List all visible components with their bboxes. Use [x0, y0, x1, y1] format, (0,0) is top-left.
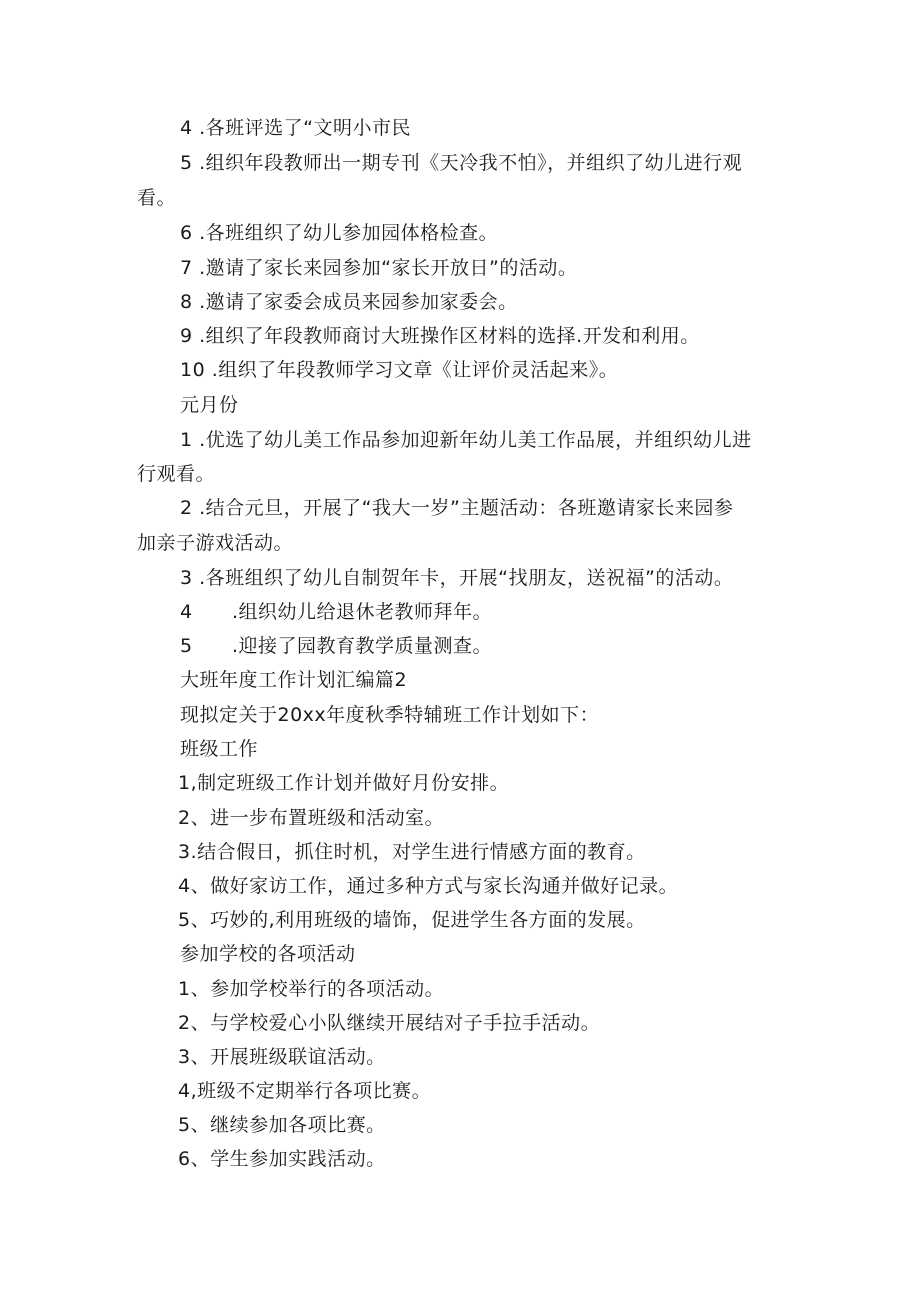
class-work-heading: 班级工作 [180, 738, 259, 760]
list-item: 2、进一步布置班级和活动室。 [178, 807, 445, 829]
list-item: 1,制定班级工作计划并做好月份安排。 [178, 772, 510, 794]
list-item-continuation: 加亲子游戏活动。 [137, 532, 294, 554]
list-item: 5、继续参加各项比赛。 [178, 1114, 386, 1136]
intro-text: 现拟定关于20xx年度秋季特辅班工作计划如下： [180, 704, 600, 726]
list-item: 4、做好家访工作，通过多种方式与家长沟通并做好记录。 [178, 875, 679, 897]
list-item: 7 .邀请了家长来园参加“家长开放日”的活动。 [180, 257, 578, 279]
list-item-continuation: 看。 [137, 187, 177, 209]
list-item: 5、巧妙的,利用班级的墙饰，促进学生各方面的发展。 [178, 909, 646, 931]
list-item: 8 .邀请了家委会成员来园参加家委会。 [180, 291, 518, 313]
list-item: 3.结合假日，抓住时机，对学生进行情感方面的教育。 [178, 841, 646, 863]
list-item: 1、参加学校举行的各项活动。 [178, 978, 445, 1000]
list-item: 3 .各班组织了幼儿自制贺年卡，开展“找朋友，送祝福”的活动。 [180, 567, 734, 589]
school-activities-heading: 参加学校的各项活动 [180, 943, 356, 965]
list-item: 6、学生参加实践活动。 [178, 1148, 386, 1170]
list-item: 1 .优选了幼儿美工作品参加迎新年幼儿美工作品展，并组织幼儿进 [180, 429, 752, 451]
list-item: 4,班级不定期举行各项比赛。 [178, 1080, 432, 1102]
list-item: 10 .组织了年段教师学习文章《让评价灵活起来》。 [180, 359, 619, 381]
list-item: 5 .迎接了园教育教学质量测查。 [180, 635, 493, 657]
list-item: 5 .组织年段教师出一期专刊《天冷我不怕》，并组织了幼儿进行观 [180, 152, 743, 174]
list-item: 4 .组织幼儿给退休老教师拜年。 [180, 601, 493, 623]
list-item: 6 .各班组织了幼儿参加园体格检查。 [180, 222, 499, 244]
list-item: 2 .结合元旦，开展了“我大一岁”主题活动：各班邀请家长来园参 [180, 497, 734, 519]
list-item: 3、开展班级联谊活动。 [178, 1046, 386, 1068]
list-item-continuation: 行观看。 [137, 463, 216, 485]
list-item: 4 .各班评选了“文明小市民 [180, 117, 412, 139]
list-item: 9 .组织了年段教师商讨大班操作区材料的选择.开发和利用。 [180, 325, 700, 347]
article-title: 大班年度工作计划汇编篇2 [180, 669, 408, 691]
month-heading: 元月份 [180, 394, 239, 416]
list-item: 2、与学校爱心小队继续开展结对子手拉手活动。 [178, 1012, 601, 1034]
